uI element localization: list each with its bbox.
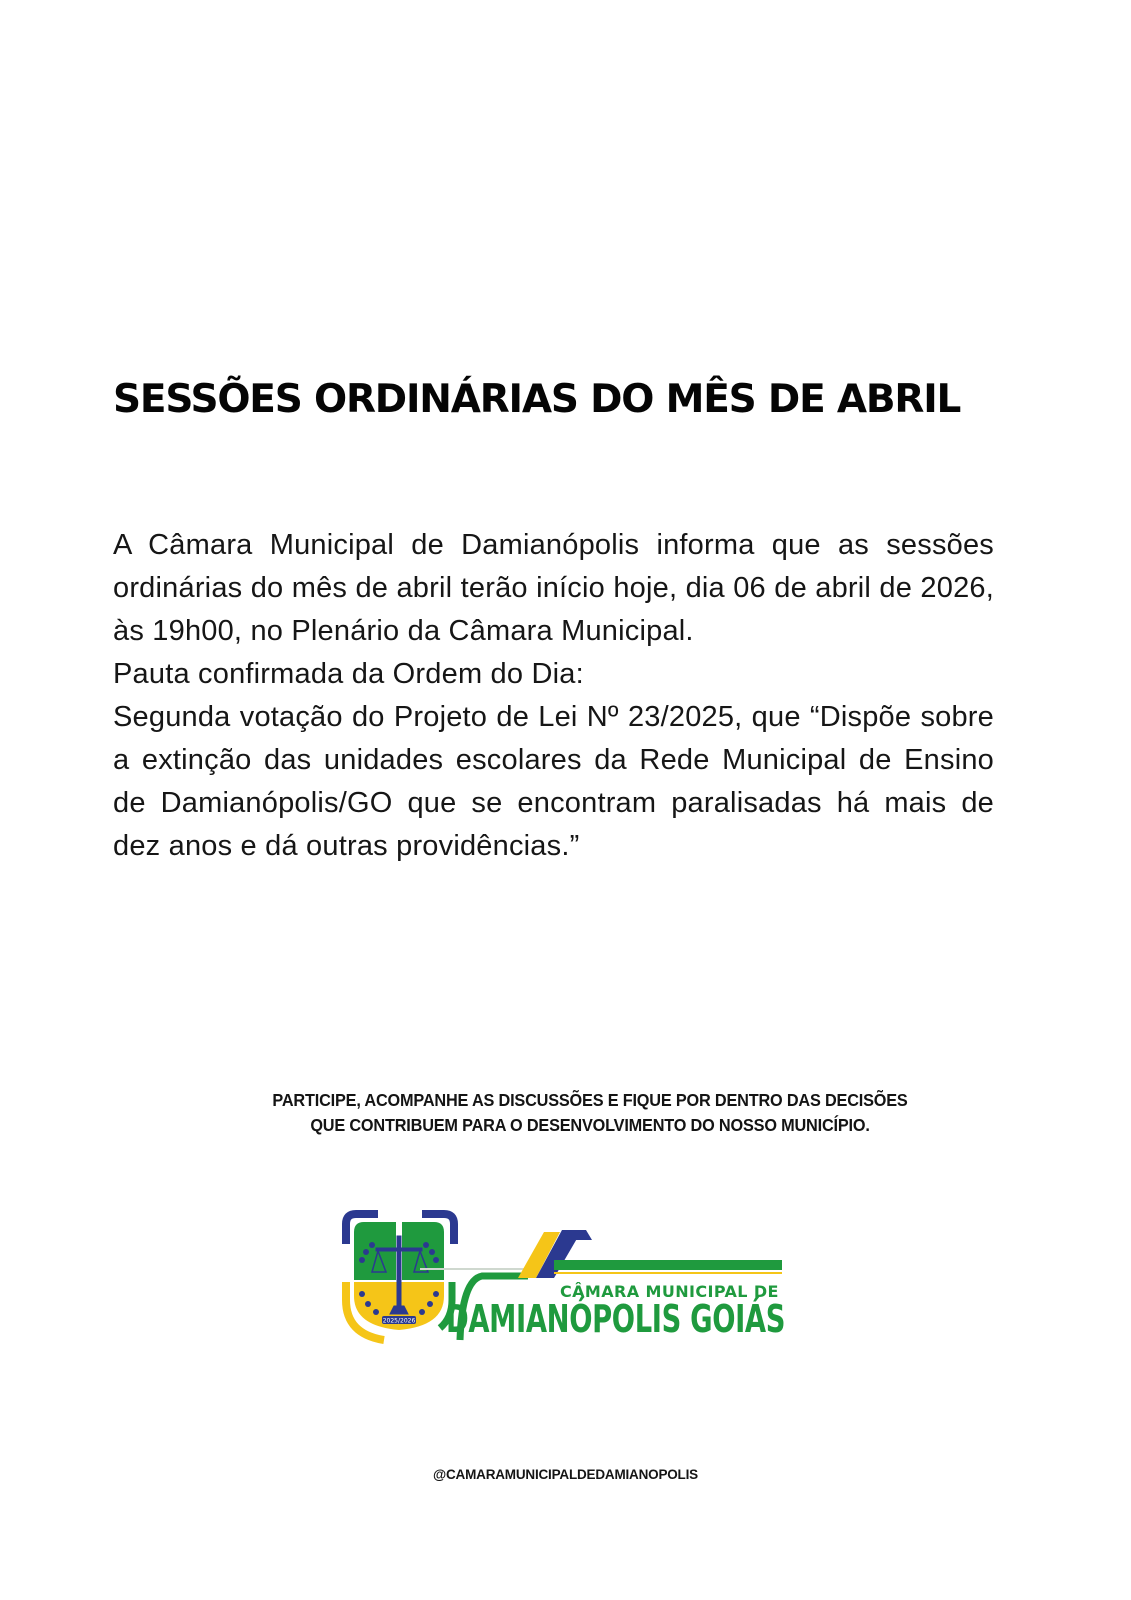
call-to-action (227, 1088, 952, 1138)
announcement-paragraph: A Câmara Municipal de Damianópolis informa que as sessões ordinárias do mês de abril terão início hoje, dia 06 de abril de 2026, às 19h00, no Plenário da Câmara Municipal. (113, 529, 994, 647)
logo-line-1: CÂMARA MUNICIPAL DE (560, 1282, 779, 1301)
agenda-label: Pauta confirmada da Ordem do Dia: (113, 658, 584, 690)
logo-line-2: DAMIANÓPOLIS GOIÁS (446, 1297, 786, 1341)
tagline-line: PARTICIPE, ACOMPANHE AS DISCUSSÕES E FIQUE POR DENTRO DAS DECISÕES (272, 1090, 908, 1110)
page-title: SESSÕES ORDINÁRIAS DO MÊS DE ABRIL (113, 377, 961, 422)
agenda-item: Segunda votação do Projeto de Lei Nº 23/2025, que “Dispõe sobre a extinção das unidades escolares da Rede Municipal de Ensino de Damianópolis/GO que se encontram paralisadas há mais de dez anos e dá outras providências.” (113, 701, 994, 862)
tagline-line: QUE CONTRIBUEM PARA O DESENVOLVIMENTO DO NOSSO MUNICÍPIO. (310, 1115, 870, 1135)
svg-text:2025/2026: 2025/2026 (382, 1317, 416, 1325)
announcement-body (113, 524, 994, 868)
social-handle: @CAMARAMUNICIPALDEDAMIANOPOLIS (433, 1467, 698, 1482)
camara-logo (340, 1208, 790, 1348)
